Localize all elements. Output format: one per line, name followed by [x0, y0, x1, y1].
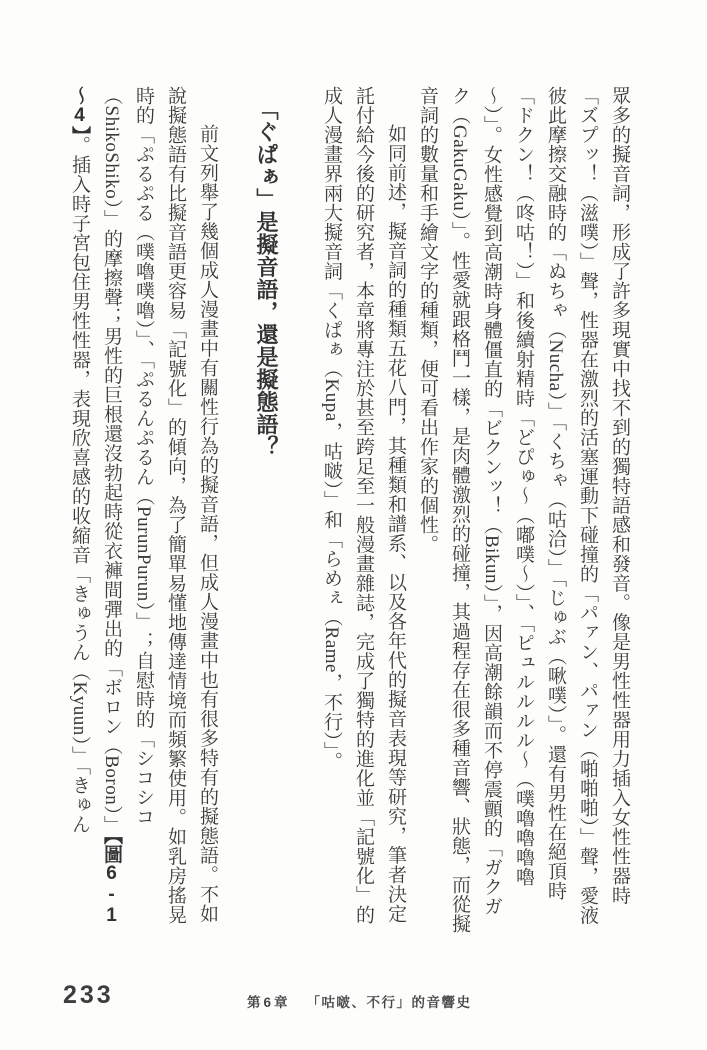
- page-number: 233: [63, 981, 114, 1009]
- figure-reference: 【圖6-1～4】: [69, 86, 122, 927]
- chapter-label: 第6章: [247, 995, 291, 1010]
- paragraph-mimetic-words: [63, 86, 223, 934]
- running-footer: [247, 991, 472, 1011]
- paragraph-text-before-figref: 前文列舉了幾個成人漫畫中有關性行為的擬音語，但成人漫畫中也有很多特有的擬態語。不如說擬態語有比擬音語更容易「記號化」的傾向，為了簡單易懂地傳達情境而頻繁使用。如乳房搖晃時的「ぷるぷる（噗嚕噗嚕）」、「ぷるんぷるん（PurunPurun）」；自慰時的「シコシコ（ShikoShiko）」的摩擦聲；男性的巨根還沒勃起時從衣褲間彈出的「ボロン（Boron）」: [101, 86, 218, 925]
- section-heading: 「ぐぱぁ」是擬音語，還是擬態語？: [254, 98, 279, 458]
- main-text: [55, 86, 635, 934]
- paragraph-onomatopoeia-examples: 眾多的擬音詞，形成了許多現實中找不到的獨特語感和發音。像是男性性器用力插入女性性器時「ズプッ！（滋噗）」聲，性器在激烈的活塞運動下碰撞的「パァン、パァン（啪啪啪）」聲，愛液彼此摩擦交融時的「ぬちゃ（Nucha）」「くちゃ（咕洽）」「じゅぶ（啾噗）」。還有男性在絕頂時「ドクン！（咚咕！）」和後續射精時「どぴゅ～（嘟噗～）」、「ピュルルルル～（噗嚕嚕嚕嚕～）」。女性感覺到高潮時身體僵直的「ビクンッ！（Bikun）」，因高潮餘韻而不停震顫的「ガクガク（GakuGaku）」。性愛就跟格鬥一樣，是肉體激烈的碰撞，其過程存在很多種音響、狀態，而從擬音詞的數量和手繪文字的種類，便可看出作家的個性。: [417, 86, 630, 934]
- paragraph-research-scope: 如同前述，擬音詞的種類五花八門，其種類和譜系、以及各年代的擬音表現等研究，筆者決定託付給今後的研究者，本章將專注於甚至跨足至一般漫畫雜誌，完成了獨特的進化並「記號化」的成人漫畫界兩大擬音詞「くぱぁ（Kupa，咕啵）」和「らめぇ（Rame，不行）」。: [321, 86, 406, 925]
- chapter-title: 「咕啵、不行」的音響史: [306, 995, 472, 1010]
- paragraph-text-after-figref: 。插入時子宮包住男性性器，表現欣喜感的收縮音「きゅうん（Kyuun）」「きゅん: [69, 135, 90, 834]
